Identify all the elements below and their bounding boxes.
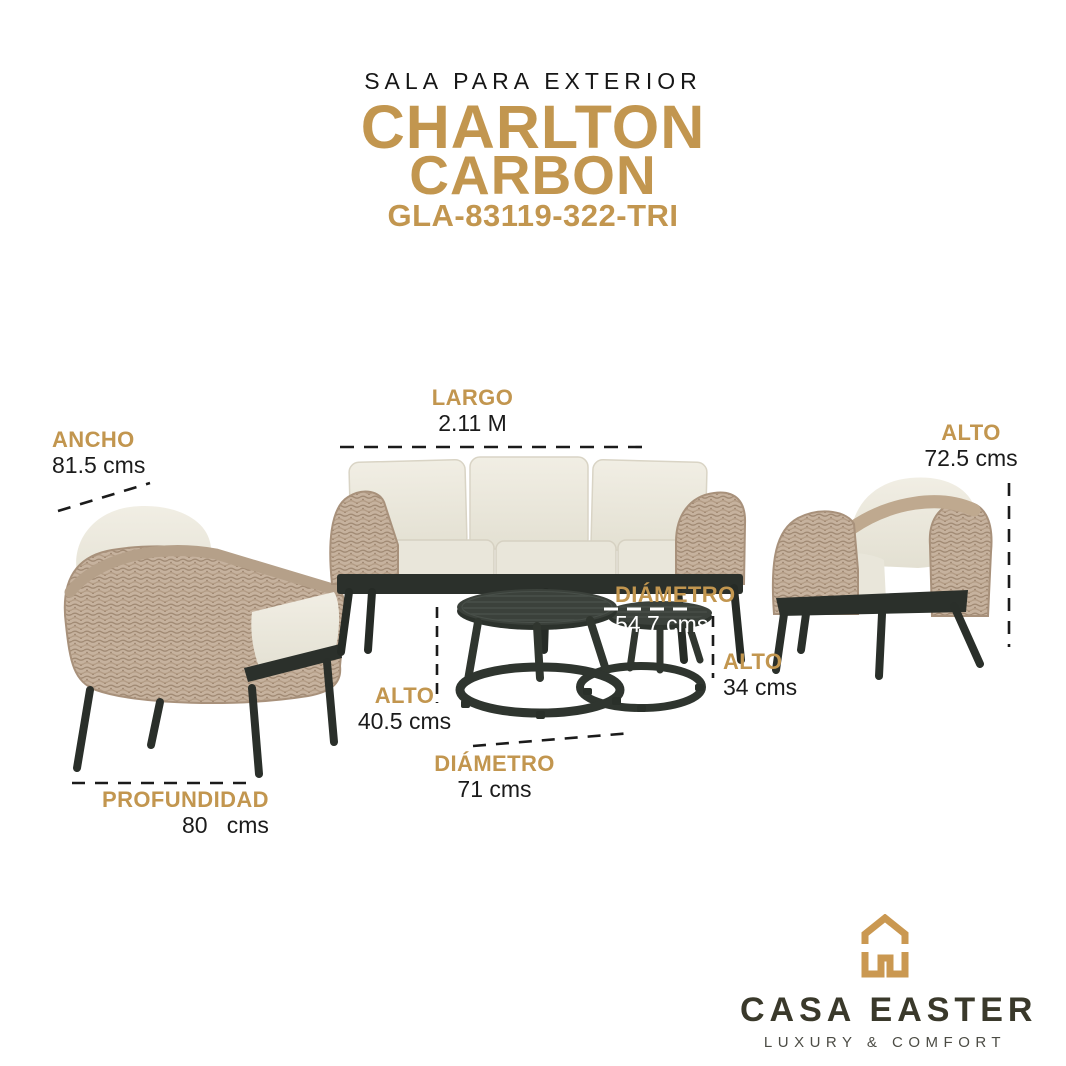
dimension-alto-sillon-label: ALTO [941, 420, 1001, 445]
brand-tagline: LUXURY & COMFORT [763, 1034, 1007, 1051]
dimension-profundidad [102, 788, 269, 838]
dimension-ancho-label: ANCHO [52, 427, 135, 452]
product-name-line2: CARBON [409, 144, 657, 206]
dimension-alto-sillon-value: 72.5 cms [924, 445, 1018, 471]
dimension-diametro-mesa-grande-label: DIÁMETRO [434, 751, 555, 776]
dimension-profundidad-label: PROFUNDIDAD [102, 787, 269, 812]
dimension-alto-mesa-chica-value: 34 cms [723, 674, 798, 700]
dimension-ancho-value: 81.5 cms [52, 452, 146, 478]
header-subtitle: SALA PARA EXTERIOR [364, 68, 702, 94]
dimension-largo-value: 2.11 M [438, 410, 507, 436]
header [0, 68, 1066, 233]
dimension-ancho [52, 428, 145, 478]
dimension-alto-mesa-chica-label: ALTO [723, 649, 783, 674]
product-sku: GLA-83119-322-TRI [387, 198, 679, 233]
house-icon [857, 914, 913, 978]
dimension-largo-label: LARGO [431, 385, 514, 410]
brand-name: CASA EASTER [740, 991, 1038, 1029]
dimension-alto-mesa-grande-label: ALTO [374, 683, 435, 708]
dimension-diametro-mesa-grande-value: 71 cms [457, 776, 532, 802]
dimension-diametro-mesa-chica-value: 54.7 cms [615, 611, 709, 637]
diametro-grande-dash-line [473, 733, 632, 746]
dimension-alto-sillon [912, 421, 1030, 471]
brand-logo [740, 914, 1038, 1051]
dimension-alto-mesa-grande-value: 40.5 cms [357, 708, 452, 734]
dimension-alto-mesa-chica [723, 650, 797, 700]
dimension-alto-mesa-grande [352, 684, 457, 734]
dimension-diametro-mesa-chica [615, 583, 736, 637]
dimension-diametro-mesa-chica-label: DIÁMETRO [615, 582, 736, 607]
left-armchair-illustration [65, 506, 345, 774]
dimension-profundidad-value: 80 cms [182, 812, 269, 838]
right-armchair-illustration [773, 477, 992, 676]
product-name-line1: CHARLTON [360, 93, 706, 161]
dimension-largo [385, 386, 560, 436]
dimension-diametro-mesa-grande [412, 752, 577, 802]
